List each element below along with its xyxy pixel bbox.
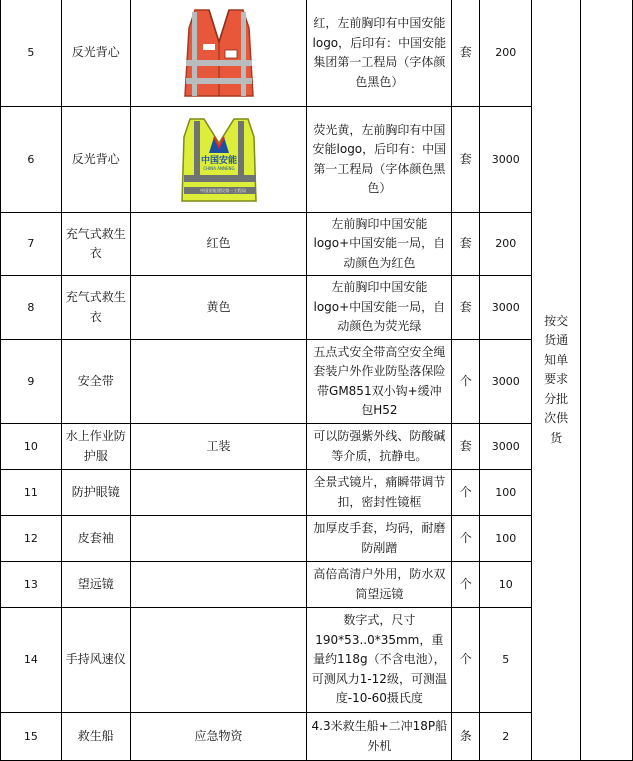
item-quantity: 2: [480, 713, 532, 761]
vest-logo-text: 中国安能: [200, 155, 237, 166]
item-spec: [130, 340, 307, 424]
item-name: 望远镜: [61, 562, 130, 608]
item-name: 反光背心: [61, 107, 130, 213]
item-description: 加厚皮手套，均码，耐磨防剐蹭: [307, 516, 452, 562]
item-description: 数字式，尺寸190*53..0*35mm，重量约118g（不含电池），可测风力1-12级，可测温度-10-60摄氏度: [307, 608, 452, 713]
item-unit: 套: [452, 424, 480, 470]
row-number: 15: [1, 713, 62, 761]
item-unit: 套: [452, 107, 480, 213]
item-spec: 应急物资: [130, 713, 307, 761]
item-name: 皮套袖: [61, 516, 130, 562]
item-unit: 个: [452, 340, 480, 424]
item-description: 4.3米救生船+二冲18P船外机: [307, 713, 452, 761]
item-name: 防护眼镜: [61, 470, 130, 516]
orange-vest-image: [179, 6, 259, 100]
item-unit: 套: [452, 213, 480, 276]
table-row: [1, 0, 633, 107]
item-name: 充气式救生衣: [61, 213, 130, 276]
item-spec: [130, 470, 307, 516]
row-number: 13: [1, 562, 62, 608]
row-number: 6: [1, 107, 62, 213]
item-spec: [130, 562, 307, 608]
item-description: 荧光黄，左前胸印有中国安能logo，后印有：中国第一工程局（字体颜色黑色）: [307, 107, 452, 213]
item-image-cell: [130, 0, 307, 107]
item-quantity: 5: [480, 608, 532, 713]
item-spec: 红色: [130, 213, 307, 276]
item-quantity: 3000: [480, 107, 532, 213]
row-number: 5: [1, 0, 62, 107]
row-number: 11: [1, 470, 62, 516]
item-spec: [130, 608, 307, 713]
row-number: 12: [1, 516, 62, 562]
row-number: 8: [1, 276, 62, 340]
item-description: 左前胸印中国安能logo+中国安能一局，自动颜色为红色: [307, 213, 452, 276]
item-unit: 个: [452, 516, 480, 562]
item-description: 高倍高清户外用，防水双筒望远镜: [307, 562, 452, 608]
item-unit: 套: [452, 276, 480, 340]
row-number: 10: [1, 424, 62, 470]
item-name: 手持风速仪: [61, 608, 130, 713]
item-quantity: 200: [480, 213, 532, 276]
item-name: 安全带: [61, 340, 130, 424]
empty-column: [581, 0, 633, 761]
item-quantity: 200: [480, 0, 532, 107]
item-name: 水上作业防护服: [61, 424, 130, 470]
vest-band-text: 中国安能建设第一工程局: [199, 187, 246, 193]
item-description: 五点式安全带高空安全绳套装户外作业防坠落保险带GM851双小钩+缓冲包H52: [307, 340, 452, 424]
row-number: 7: [1, 213, 62, 276]
item-quantity: 10: [480, 562, 532, 608]
item-spec: 工装: [130, 424, 307, 470]
item-name: 救生船: [61, 713, 130, 761]
item-description: 全景式镜片，痛瞬带调节扣，密封性镜框: [307, 470, 452, 516]
row-number: 14: [1, 608, 62, 713]
item-quantity: 3000: [480, 424, 532, 470]
item-spec: 黄色: [130, 276, 307, 340]
vest-logo-subtext: CHINA ANNENG: [202, 165, 235, 171]
item-unit: 个: [452, 608, 480, 713]
item-spec: [130, 516, 307, 562]
item-unit: 个: [452, 470, 480, 516]
item-name: 充气式救生衣: [61, 276, 130, 340]
item-unit: 个: [452, 562, 480, 608]
item-description: 左前胸印中国安能logo+中国安能一局，自动颜色为荧光绿: [307, 276, 452, 340]
yellow-vest-image: [176, 113, 262, 207]
item-description: 红，左前胸印有中国安能logo，后印有：中国安能集团第一工程局（字体颜色黑色）: [307, 0, 452, 107]
item-name: 反光背心: [61, 0, 130, 107]
item-quantity: 100: [480, 470, 532, 516]
row-number: 9: [1, 340, 62, 424]
item-quantity: 3000: [480, 340, 532, 424]
item-quantity: 3000: [480, 276, 532, 340]
item-unit: 条: [452, 713, 480, 761]
supply-note: 按交货通知单要求分批次供货: [532, 0, 581, 761]
item-description: 可以防强紫外线、防酸碱等介质，抗静电。: [307, 424, 452, 470]
item-image-cell: [130, 107, 307, 213]
item-quantity: 100: [480, 516, 532, 562]
item-unit: 套: [452, 0, 480, 107]
